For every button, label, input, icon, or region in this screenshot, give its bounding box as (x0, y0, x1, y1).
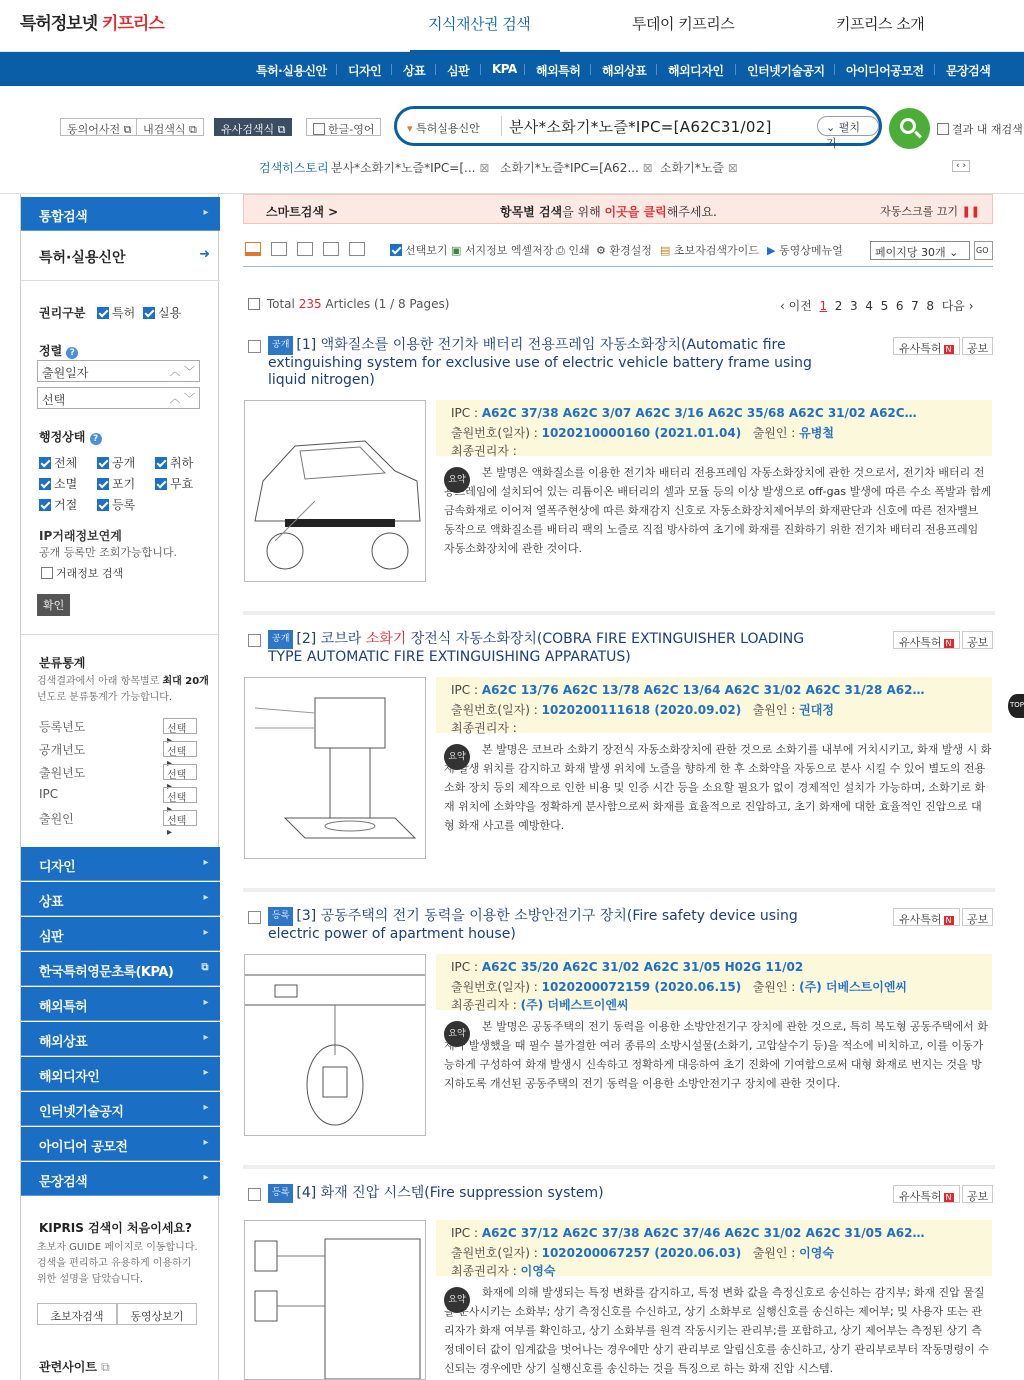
result-meta: IPC : A62C 13/76 A62C 13/78 A62C 13/64 A62C 31/02 A62C 31/28 A62… 출원번호(일자) : 1020200111618 (2020.09.02) 출원인 : 권대정 최종권리자 : (436, 677, 992, 733)
external-link-icon: ⧉ (201, 962, 208, 973)
my-query-button[interactable]: 내검색식 ⧉ (136, 118, 204, 136)
beginner-search-button[interactable]: 초보자검색 (37, 1303, 117, 1325)
page-link[interactable]: 4 (865, 299, 873, 313)
related-sites-link[interactable]: 관련사이트 ⧉ (39, 1360, 110, 1374)
search-within-results[interactable]: 결과 내 재검색 (937, 121, 1023, 137)
status-withdrawn-checkbox[interactable]: 취하 (155, 454, 193, 471)
sort-select-1[interactable]: 출원일자 ︿ ﹀ (37, 360, 200, 382)
sort-arrows-icon[interactable]: ︿ ﹀ (169, 365, 195, 378)
applicant[interactable]: 권대정 (799, 703, 834, 717)
close-icon: N (945, 345, 952, 354)
korean-english-toggle[interactable]: 한글-영어 (306, 118, 381, 136)
application-number[interactable]: 1020200111618 (2020.09.02) (541, 703, 742, 717)
close-icon: N (945, 916, 952, 925)
sidebar-item-trademark[interactable]: 상표 ▸ (21, 882, 220, 916)
nav-today-kipris[interactable]: 투데이 키프리스 (632, 15, 735, 33)
sidebar-item-foreign-patent[interactable]: 해외특허 ▸ (21, 987, 220, 1021)
chevron-down-icon: ⌄ (949, 246, 959, 259)
similar-patent-button[interactable]: 유사특허 N (893, 1185, 960, 1203)
top-header (0, 0, 1024, 52)
korean-english-checkbox[interactable] (313, 123, 325, 135)
search-button[interactable] (889, 108, 930, 149)
print-button[interactable]: ⎙ 인쇄 (556, 244, 590, 257)
smart-search-text[interactable]: 항목별 검색을 위해 이곳을 클릭해주세요. (500, 205, 717, 219)
stats-desc: 검색결과에서 아래 항목별로 최대 20개 년도로 분류통계가 가능합니다. (37, 676, 209, 703)
stats-select-button[interactable]: 선택 ▸ (163, 787, 197, 803)
menu-foreign-trademark[interactable]: 해외상표 (602, 64, 647, 78)
ipc-codes[interactable]: A62C 35/20 A62C 31/02 A62C 31/05 H02G 11/02 (481, 960, 804, 974)
category-menu (0, 52, 1024, 86)
page-link[interactable]: 6 (895, 299, 904, 313)
nav-ip-search[interactable]: 지식재산권 검색 (428, 15, 531, 33)
excel-save-button[interactable]: ▣ 서지정보 엑셀저장 (451, 244, 554, 257)
stats-select-button[interactable]: 선택 ▸ (163, 741, 197, 757)
sidebar-item-idea-contest[interactable]: 아이디어 공모전 ▸ (21, 1127, 220, 1161)
sidebar-item-foreign-design[interactable]: 해외디자인 ▸ (21, 1057, 220, 1091)
ip-trade-title: IP거래정보연계 (39, 529, 122, 543)
result-thumbnail[interactable] (244, 400, 426, 582)
scroll-top-button[interactable]: TOP (1008, 694, 1024, 718)
result-divider (243, 1165, 995, 1169)
similar-patent-button[interactable]: 유사특허 N (893, 908, 960, 926)
expand-button[interactable]: ⌄ 펼치기 (817, 116, 879, 136)
view-list-icon[interactable] (271, 242, 287, 256)
summary-icon: 요약 (444, 467, 470, 493)
result-checkbox[interactable] (248, 911, 261, 924)
result-thumbnail[interactable] (244, 954, 426, 1136)
ipc-codes[interactable]: A62C 13/76 A62C 13/78 A62C 13/64 A62C 31/02 A62C 31/28 A62… (481, 683, 925, 697)
select-view-toggle[interactable]: 선택보기 (390, 242, 448, 258)
menu-foreign-design[interactable]: 해외디자인 (668, 64, 724, 78)
status-invalid-checkbox[interactable]: 무효 (155, 475, 193, 492)
toolbar-divider (243, 266, 993, 267)
result-abstract: 화재에 의해 발생되는 특정 변화를 감지하고, 특정 변화 값을 측정신호로 송신하는 감지부; 화재 진압 물질을 분사시키는 소화부; 상기 측정신호를 수신하고, 상기 소화부로 실행신호를 송신하는 제어부; 및 사용자 또는 관리자가 화재 여부를 확인하고, 상기 소화부를 원격 작동시키는 관리부;를 포함하고, 상기 제어부는 측정된 상기 측정데이터 값이 임계값을 벗어나는 경우에만 상기 관리부로 알림신호를 송신하고, 상기 관리부로부터 작동명령이 수신되는 경우에만 상기 실행신호를 송신하는 것을 특징으로 하는 화재 진압 시스템. (444, 1286, 989, 1375)
ip-trade-desc: 공개 등록만 조회가능합니다. (39, 546, 178, 559)
ipc-codes[interactable]: A62C 37/12 A62C 37/38 A62C 37/46 A62C 31/02 A62C 31/05 A62… (481, 1226, 925, 1240)
sort-arrows-icon[interactable]: ︿ ﹀ (169, 392, 195, 405)
result-abstract: 본 발명은 코브라 소화기 장전식 자동소화장치에 관한 것으로 소화기를 내부에 거치시키고, 화재 발생 시 화재 발생 위치를 감지하고 화재 발생 위치에 노즐을 향하게 한 후 소화약을 자동으로 분사 시킬 수 있어 별도의 전용 소화 장치 등의 제작으로 인한 비용 및 인증 시간 등을 소요할 필요가 없이 경제적인 설치가 가능하며, 소화기로 화재 위치에 소화약을 정확하게 분사함으로써 화재를 효율적으로 진압하고, 초기 화재에 대한 효율적인 진압으로 대형 화재 사고를 예방한다. (444, 743, 992, 832)
select-all-checkbox[interactable] (248, 298, 260, 310)
stats-select-button[interactable]: 선택 ▸ (163, 810, 197, 826)
result-abstract: 본 발명은 액화질소를 이용한 전기차 배터리 전용프레임 자동소화장치에 관한 것으로서, 전기차 배터리 전용프레임에 설치되어 있는 리튬이온 배터리의 셀과 모듈 등의 이상 발생으로 off-gas 발생에 따른 수소 폭발과 함께 금속화재로 이어져 열폭주현상에 따른 화재감지 신호로 자동소화장치제어부의 화재판단과 신호에 따른 전자밸브 동작으로 액화질소를 배터리 팩의 노즐로 직접 방사하여 초기에 화재를 진화하기 위한 전기차 배터리 전용프레임 자동소화장치에 관한 것이다. (444, 466, 992, 555)
patent-section-header[interactable]: 특허·실용신안 ➜ (21, 231, 220, 281)
close-icon: N (945, 1193, 952, 1202)
help-icon[interactable]: ? (66, 347, 78, 359)
gear-icon: ⚙ (596, 244, 606, 257)
history-item-2[interactable]: 소화기*노즐*IPC=[A62... ⊠ (500, 161, 653, 175)
total-count: Total 235 Articles (1 / 8 Pages) (248, 297, 449, 311)
search-history-label: 검색히스토리 (259, 161, 329, 175)
result-title[interactable]: 등록 [3] 공동주택의 전기 동력을 이용한 소방안전기구 장치(Fire safety device using electric power of apartment house) (268, 908, 798, 942)
similar-query-button[interactable]: 유사검색식 ⧉ (214, 118, 292, 136)
stats-app-year: 출원년도 (39, 766, 86, 780)
integrated-search-button[interactable]: 통합검색 ▸ (21, 197, 220, 231)
excel-icon: ▣ (451, 244, 462, 257)
kipris-logo[interactable]: 특허정보넷 키프리스 (20, 14, 164, 34)
view-text-icon[interactable] (297, 242, 313, 256)
status-expired-checkbox[interactable]: 소멸 (39, 475, 77, 492)
stats-reg-year: 등록년도 (39, 720, 86, 734)
menu-trial[interactable]: 심판 (447, 64, 470, 78)
summary-icon: 요약 (444, 1021, 470, 1047)
sidebar-item-design[interactable]: 디자인 ▸ (21, 847, 220, 881)
history-item-3[interactable]: 소화기*노즐 ⊠ (660, 161, 738, 175)
similar-patent-button[interactable]: 유사특허 N (893, 337, 960, 355)
nav-kipris-intro[interactable]: 키프리스 소개 (836, 15, 925, 33)
ipc-codes[interactable]: A62C 37/38 A62C 3/07 A62C 3/16 A62C 35/68 A62C 31/02 A62C… (481, 406, 917, 420)
search-category-select[interactable]: ▾ 특허실용신안 (407, 122, 480, 135)
stats-applicant: 출원인 (39, 812, 74, 826)
menu-trademark[interactable]: 상표 (403, 64, 426, 78)
sort-select-2[interactable]: 선택 ︿ ﹀ (37, 387, 200, 409)
stats-ipc: IPC (39, 787, 59, 801)
settings-button[interactable]: ⚙ 환경설정 (596, 244, 652, 257)
synonym-dict-button[interactable]: 동의어사전 ⧉ (60, 118, 138, 136)
sidebar-item-sentence-search[interactable]: 문장검색 ▸ (21, 1162, 220, 1196)
result-abstract: 본 발명은 공동주택의 전기 동력을 이용한 소방안전기구 장치에 관한 것으로, 특히 복도형 공동주택에서 화재가 발생했을 때 필수 불가결한 여러 종류의 소방시설물(소화기, 고압살수기 등)을 적소에 비치하고, 이를 이동가능하게 구성하여 화재 발생시 신속하고 정확하게 대응하여 초기 진화에 기여함으로써 대형 화재로 번지는 것을 방지하도록 개선된 공동주택의 전기 동력을 이용한 소방안전기구 장치에 관한 것이다. (444, 1020, 988, 1090)
extinguisher-drawing-image (245, 678, 426, 859)
video-button[interactable]: 동영상보기 (117, 1303, 197, 1325)
stats-select-button[interactable]: 선택 ▸ (163, 764, 197, 780)
status-badge: 공개 (268, 630, 293, 649)
gazette-button[interactable]: 공보 (962, 631, 993, 649)
confirm-button[interactable]: 확인 (37, 594, 70, 616)
ip-trade-checkbox[interactable]: 거래정보 검색 (41, 565, 123, 581)
status-registered-checkbox[interactable]: 등록 (97, 496, 135, 513)
result-meta: IPC : A62C 35/20 A62C 31/02 A62C 31/05 H02G 11/02 출원번호(일자) : 1020200072159 (2020.06.15) 출원인 : (주) 더베스트이엔씨 최종권리자 : (주) 더베스트이엔씨 (436, 954, 992, 1010)
right-patent-checkbox[interactable]: 특허 (97, 304, 135, 321)
applicant[interactable]: 유병철 (799, 426, 834, 440)
page-link[interactable]: 7 (911, 299, 919, 313)
summary-icon: 요약 (444, 744, 470, 770)
rights-label: 권리구분 (39, 306, 86, 320)
result-meta: IPC : A62C 37/38 A62C 3/07 A62C 3/16 A62C 35/68 A62C 31/02 A62C… 출원번호(일자) : 1020210000160 (2021.01.04) 출원인 : 유병철 최종권리자 : (436, 400, 992, 456)
smart-search-label[interactable]: 스마트검색 > (266, 205, 339, 219)
stats-pub-year: 공개년도 (39, 743, 86, 757)
sidebar-item-kpa[interactable]: 한국특허영문초록(KPA) ⧉ (21, 952, 220, 986)
pause-icon: ❚❚ (961, 205, 980, 218)
smart-search-bar[interactable] (243, 194, 993, 224)
page-link[interactable]: 5 (880, 299, 889, 313)
right-utility-checkbox[interactable]: 실용 (143, 304, 181, 321)
final-owner[interactable]: (주) 더베스트이엔씨 (520, 998, 629, 1012)
arrow-right-icon: ▸ (203, 207, 208, 218)
view-grid-icon[interactable] (349, 242, 365, 256)
per-page-select[interactable]: 페이지당 30개 ⌄ (870, 241, 970, 260)
menu-kpa[interactable]: KPA (492, 62, 517, 76)
similar-patent-button[interactable]: 유사특허 N (893, 631, 960, 649)
chevron-down-icon: ⌄ (826, 121, 836, 134)
history-nav-arrows[interactable]: ‹ › (952, 160, 970, 172)
application-number[interactable]: 1020200072159 (2020.06.15) (541, 980, 742, 994)
gazette-button[interactable]: 공보 (962, 337, 993, 355)
status-published-checkbox[interactable]: 공개 (97, 454, 135, 471)
search-box (394, 106, 882, 150)
close-icon: N (945, 639, 952, 648)
stats-title: 분류통계 (39, 656, 86, 670)
applicant[interactable]: 이영숙 (799, 1246, 834, 1260)
external-link-icon: ⧉ (101, 1360, 110, 1374)
close-icon[interactable]: ⊠ (479, 161, 490, 175)
guide-icon: ▤ (660, 244, 671, 257)
view-thumbnail-icon[interactable] (245, 242, 261, 256)
menu-foreign-patent[interactable]: 해외특허 (536, 64, 581, 78)
car-drawing-image (245, 401, 426, 582)
next-page-link[interactable]: 다음 › (941, 299, 974, 313)
summary-icon: 요약 (444, 1287, 470, 1313)
result-thumbnail[interactable] (244, 677, 426, 859)
search-input[interactable]: 분사*소화기*노즐*IPC=[A62C31/02] (509, 118, 772, 136)
application-number[interactable]: 1020210000160 (2021.01.04) (541, 426, 742, 440)
page-link[interactable]: 8 (926, 299, 935, 313)
result-meta: IPC : A62C 37/12 A62C 37/38 A62C 37/46 A62C 31/02 A62C 31/05 A62… 출원번호(일자) : 1020200067257 (2020.06.03) 출원인 : 이영숙 최종권리자 : 이영숙 (436, 1220, 992, 1276)
page-link[interactable]: 1 (819, 299, 828, 313)
history-item-1[interactable]: 분사*소화기*노즐*IPC=[... ⊠ (331, 161, 490, 175)
block-diagram-image (245, 1221, 426, 1380)
video-manual-button[interactable]: ▶ 동영상메뉴얼 (767, 244, 843, 257)
beginner-guide-button[interactable]: ▤ 초보자검색가이드 (660, 244, 759, 257)
result-checkbox[interactable] (248, 634, 261, 647)
result-checkbox[interactable] (248, 340, 261, 353)
dropdown-triangle-icon: ▾ (407, 122, 413, 135)
sidebar-item-trial[interactable]: 심판 ▸ (21, 917, 220, 951)
pagination (780, 297, 974, 314)
print-icon: ⎙ (556, 244, 565, 257)
left-sidebar (20, 194, 219, 1380)
page-link[interactable]: 2 (834, 299, 843, 313)
result-divider (243, 888, 995, 892)
guide-desc: 초보자 GUIDE 페이지로 이동합니다. 검색을 편리하고 유용하게 이용하기 위한 설명을 담았습니다. (37, 1242, 198, 1285)
arrow-right-icon: ➜ (199, 247, 210, 262)
menu-patent[interactable]: 특허·실용신안 (256, 64, 327, 78)
prev-page-link[interactable]: ‹ 이전 (780, 299, 812, 313)
result-thumbnail[interactable] (244, 1220, 426, 1380)
status-rejected-checkbox[interactable]: 거절 (39, 496, 77, 513)
applicant[interactable]: (주) 더베스트이엔씨 (799, 980, 908, 994)
sort-label: 정렬 ? (39, 342, 78, 359)
application-number[interactable]: 1020200067257 (2020.06.03) (541, 1246, 742, 1260)
menu-sentence-search[interactable]: 문장검색 (946, 64, 991, 78)
result-divider (243, 611, 995, 615)
auto-scroll-toggle[interactable]: 자동스크롤 끄기 ❚❚ (880, 205, 980, 218)
result-title[interactable]: 공개 [2] 코브라 소화기 장전식 자동소화장치(COBRA FIRE EXTINGUISHER LOADING TYPE AUTOMATIC FIRE EXTINGUISHING APPARATUS) (268, 631, 805, 665)
gazette-button[interactable]: 공보 (962, 908, 993, 926)
final-owner[interactable]: 이영숙 (520, 1264, 556, 1278)
view-image-icon[interactable] (323, 242, 339, 256)
go-button[interactable]: GO (974, 241, 993, 260)
sidebar-item-tech-disclosure[interactable]: 인터넷기술공지 ▸ (21, 1092, 220, 1126)
result-title[interactable]: 등록 [4] 화재 진압 시스템(Fire suppression system) (268, 1184, 828, 1203)
search-within-checkbox[interactable] (937, 123, 949, 135)
menu-idea-contest[interactable]: 아이디어공모전 (846, 64, 924, 78)
result-title[interactable]: 공개 [1] 액화질소를 이용한 전기차 배터리 전용프레임 자동소화장치(Automatic fire extinguishing system for exclusive use of electric vehicle battery frame using liquid nitrogen) (268, 337, 812, 388)
close-icon[interactable]: ⊠ (642, 161, 653, 175)
menu-tech-disclosure[interactable]: 인터넷기술공지 (747, 64, 825, 78)
help-icon[interactable]: ? (90, 433, 102, 445)
status-badge: 공개 (268, 336, 293, 355)
guide-title: KIPRIS 검색이 처음이세요? (39, 1221, 192, 1235)
status-badge: 등록 (268, 1184, 293, 1203)
stats-select-button[interactable]: 선택 ▸ (163, 718, 197, 734)
status-label: 행정상태 ? (39, 428, 102, 445)
page-link[interactable]: 3 (850, 299, 858, 313)
status-abandoned-checkbox[interactable]: 포기 (97, 475, 135, 492)
status-all-checkbox[interactable]: 전체 (39, 454, 77, 471)
result-checkbox[interactable] (248, 1188, 261, 1201)
video-icon: ▶ (767, 244, 776, 257)
corridor-drawing-image (245, 955, 426, 1136)
sidebar-item-foreign-trademark[interactable]: 해외상표 ▸ (21, 1022, 220, 1056)
status-badge: 등록 (268, 907, 293, 926)
menu-design[interactable]: 디자인 (348, 64, 382, 78)
gazette-button[interactable]: 공보 (962, 1185, 993, 1203)
close-icon[interactable]: ⊠ (727, 161, 738, 175)
